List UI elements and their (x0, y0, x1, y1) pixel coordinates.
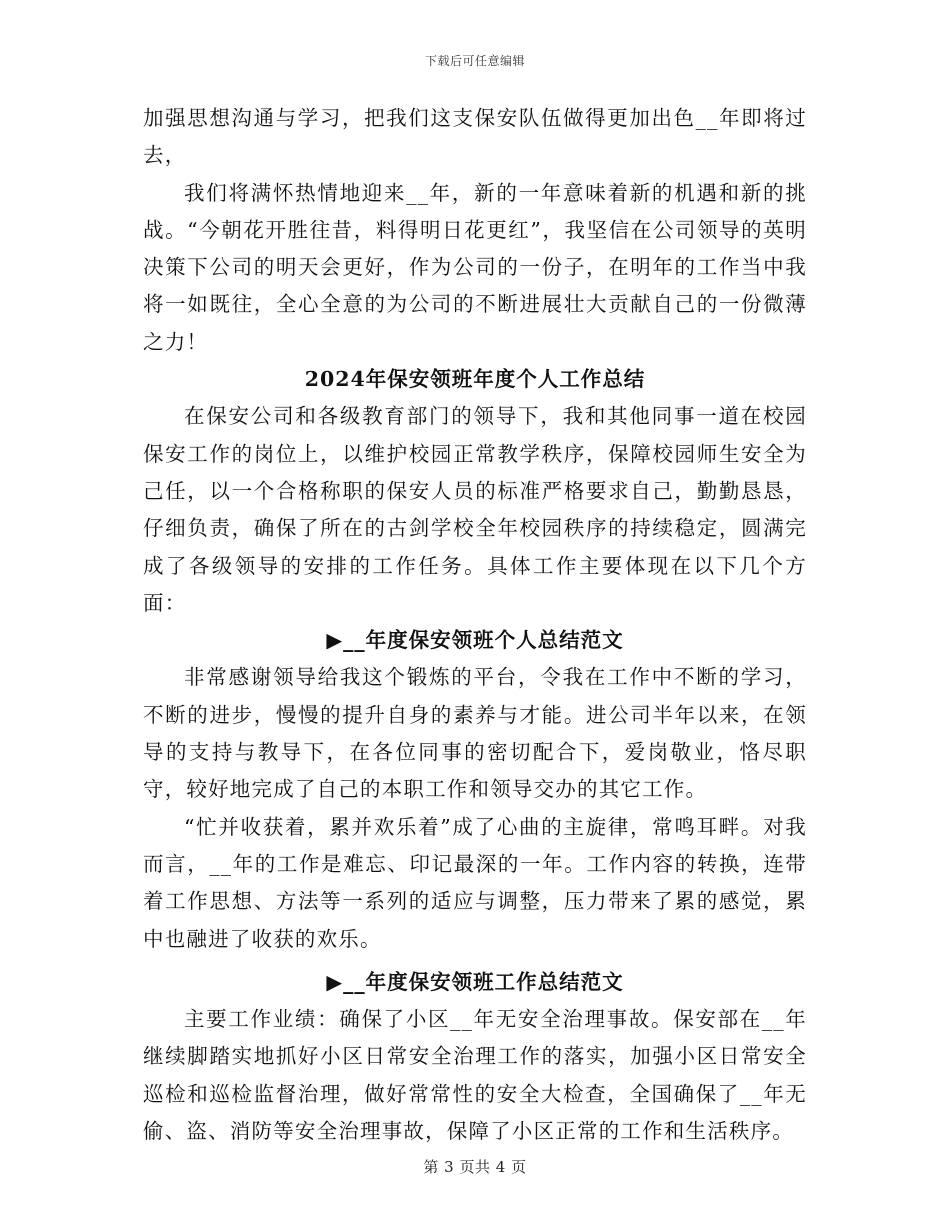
section-heading-personal-summary: ▶__年度保安领班个人总结范文 (326, 628, 624, 653)
paragraph-busy-harvest: “忙并收获着，累并欢乐着”成了心曲的主旋律，常鸣耳畔。对我而言，__年的工作是难忘、印记最深的一年。工作内容的转换，连带着工作思想、方法等一系列的适应与调整，压力带来了累的感觉，累中也融进了收获的欢乐。 (143, 814, 807, 951)
paragraph-thanks: 非常感谢领导给我这个锻炼的平台，令我在工作中不断的学习，不断的进步，慢慢的提升自身的素养与才能。进公司半年以来，在领导的支持与教导下，在各位同事的密切配合下，爱岗敬业，恪尽职守，较好地完成了自己的本职工作和领导交办的其它工作。 (143, 665, 807, 802)
paragraph-school-security: 在保安公司和各级教育部门的领导下，我和其他同事一道在校园保安工作的岗位上，以维护校园正常教学秩序，保障校园师生安全为己任，以一个合格称职的保安人员的标准严格要求自己，勤勤恳恳，仔细负责，确保了所在的古剑学校全年校园秩序的持续稳定，圆满完成了各级领导的安排的工作任务。具体工作主要体现在以下几个方面： (143, 404, 807, 615)
section-heading-work-summary: ▶__年度保安领班工作总结范文 (326, 969, 624, 994)
page-number: 第 3 页共 4 页 (423, 1158, 527, 1176)
section-heading-annual-summary: 2024年保安领班年度个人工作总结 (304, 367, 646, 392)
paragraph-continuation: 加强思想沟通与学习，把我们这支保安队伍做得更加出色__年即将过去， (143, 106, 807, 168)
header-note: 下载后可任意编辑 (424, 54, 525, 68)
paragraph-new-year: 我们将满怀热情地迎来__年，新的一年意味着新的机遇和新的挑战。“今朝花开胜往昔，料得明日花更红”，我坚信在公司领导的英明决策下公司的明天会更好，作为公司的一份子，在明年的工作当中我将一如既往，全心全意的为公司的不断进展壮大贡献自己的一份微薄之力！ (143, 180, 807, 354)
document-body (143, 100, 807, 1150)
paragraph-achievements: 主要工作业绩：确保了小区__年无安全治理事故。保安部在__年继续脚踏实地抓好小区日常安全治理工作的落实，加强小区日常安全巡检和巡检监督治理，做好常常性的安全大检查，全国确保了__年无偷、盗、消防等安全治理事故，保障了小区正常的工作和生活秩序。 (143, 1007, 807, 1144)
